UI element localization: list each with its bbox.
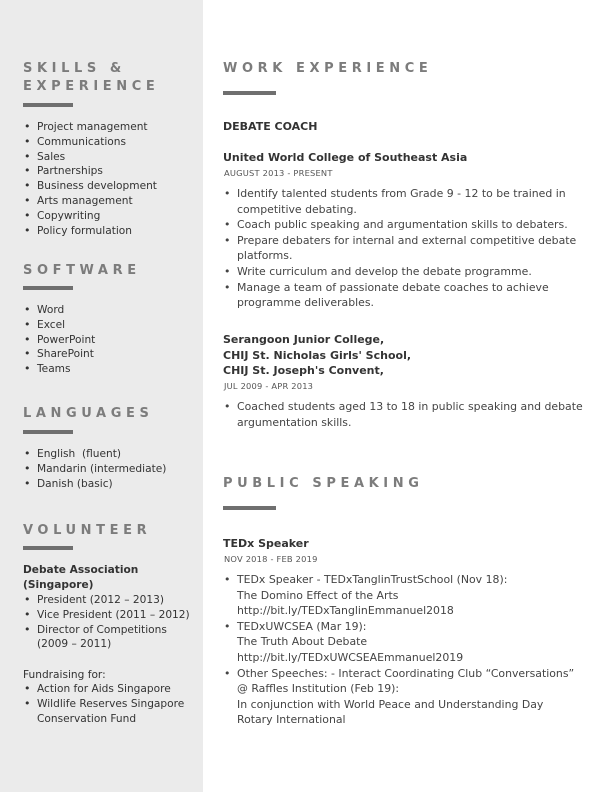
- bullet-line: • Identify talented students from Grade 9 - 12 to be trained in: [237, 187, 566, 200]
- fund-line: Conservation Fund: [37, 712, 137, 725]
- list-item: • Communications: [23, 135, 157, 150]
- fund-line: • Wildlife Reserves Singapore: [37, 697, 185, 710]
- list-item: • President (2012 – 2013): [23, 593, 190, 608]
- list-item: • Partnerships: [23, 164, 157, 179]
- list-item: [223, 264, 595, 280]
- bullet-line: programme deliverables.: [237, 296, 374, 310]
- list-item: [223, 280, 595, 311]
- bullet-line: • Manage a team of passionate debate coaches to achieve: [237, 280, 549, 294]
- job2-org-line: CHIJ St. Joseph's Convent,: [223, 364, 384, 377]
- bullet-line: argumentation skills.: [237, 415, 352, 429]
- sidebar: [0, 0, 203, 792]
- bullet-line: • Prepare debaters for internal and external competitive debate: [237, 233, 577, 247]
- list-item: • SharePoint: [23, 347, 95, 362]
- list-item: [223, 399, 595, 430]
- skills-list: [23, 120, 157, 238]
- public-speaking-title: PUBLIC SPEAKING: [223, 476, 424, 491]
- volunteer-roles-list: [23, 593, 190, 652]
- list-item: [23, 697, 184, 727]
- bullet-line: • Write curriculum and develop the debate programme.: [237, 264, 532, 278]
- software-section-title: SOFTWARE: [23, 263, 141, 278]
- bullet-line: The Truth About Debate: [237, 635, 368, 649]
- job1-dates: AUGUST 2013 - PRESENT: [224, 168, 333, 178]
- bullet-line: The Domino Effect of the Arts: [237, 588, 399, 602]
- list-item: [23, 623, 190, 653]
- list-item: • Business development: [23, 179, 157, 194]
- list-item: [223, 217, 595, 233]
- bullet-line: • Coached students aged 13 to 18 in public speaking and debate: [237, 400, 583, 413]
- list-item: [223, 619, 595, 666]
- bullet-line: • TEDx Speaker - TEDxTanglinTrustSchool (Nov 18):: [237, 573, 508, 586]
- job2-dates: JUL 2009 - APR 2013: [224, 381, 314, 391]
- list-item: [223, 666, 595, 728]
- main-content: [203, 0, 612, 792]
- list-item: • PowerPoint: [23, 333, 95, 348]
- job2-org-line: Serangoon Junior College,: [223, 333, 385, 346]
- bullet-line: In conjunction with World Peace and Understanding Day: [237, 697, 544, 711]
- list-item: • Mandarin (intermediate): [23, 462, 166, 477]
- job2-bullets: [223, 399, 595, 430]
- job2-org-line: CHIJ St. Nicholas Girls' School,: [223, 348, 412, 362]
- skills-title-line2: EXPERIENCE: [23, 79, 160, 94]
- list-item: [223, 186, 595, 217]
- bullet-line: @ Raffles Institution (Feb 19):: [237, 682, 400, 696]
- volunteer-title-divider: [23, 546, 73, 550]
- job1-organization: United World College of Southeast Asia: [223, 151, 468, 164]
- list-item: • Copywriting: [23, 209, 157, 224]
- volunteer-org-line1: Debate Association: [23, 564, 139, 576]
- speaking-role: TEDx Speaker: [223, 537, 309, 550]
- software-list: [23, 303, 95, 377]
- list-item: • English (fluent): [23, 447, 166, 462]
- skills-title-divider: [23, 103, 73, 107]
- list-item: • Excel: [23, 318, 95, 333]
- list-item: • Teams: [23, 362, 95, 377]
- list-item: • Sales: [23, 150, 157, 165]
- bullet-line: Rotary International: [237, 713, 346, 727]
- job2-organizations: [223, 332, 411, 379]
- volunteer-section-title: VOLUNTEER: [23, 523, 152, 538]
- bullet-line: competitive debating.: [237, 202, 357, 216]
- tedx-link-2019[interactable]: http://bit.ly/TEDxUWCSEAEmmanuel2019: [237, 650, 464, 664]
- skills-section-title: [23, 60, 159, 96]
- list-item: [223, 572, 595, 619]
- role-line: (2009 – 2011): [37, 638, 112, 651]
- skills-title-line1: SKILLS &: [23, 61, 126, 76]
- list-item: • Arts management: [23, 194, 157, 209]
- list-item: • Policy formulation: [23, 224, 157, 239]
- public-speaking-divider: [223, 506, 276, 510]
- speaking-bullets: [223, 572, 595, 728]
- list-item: • Project management: [23, 120, 157, 135]
- bullet-line: • TEDxUWCSEA (Mar 19):: [237, 619, 367, 633]
- list-item: • Word: [23, 303, 95, 318]
- volunteer-organization: [23, 563, 138, 593]
- software-title-divider: [23, 286, 73, 290]
- work-experience-divider: [223, 91, 276, 95]
- list-item: • Action for Aids Singapore: [23, 682, 184, 697]
- bullet-line: platforms.: [237, 249, 293, 263]
- job1-bullets: [223, 186, 595, 311]
- work-role: DEBATE COACH: [223, 120, 318, 133]
- list-item: • Vice President (2011 – 2012): [23, 608, 190, 623]
- languages-section-title: LANGUAGES: [23, 406, 154, 421]
- languages-list: [23, 447, 166, 491]
- list-item: • Danish (basic): [23, 477, 166, 492]
- languages-title-divider: [23, 430, 73, 434]
- bullet-line: • Other Speeches: - Interact Coordinating Club “Conversations”: [237, 666, 575, 680]
- work-experience-title: WORK EXPERIENCE: [223, 61, 433, 76]
- volunteer-org-line2: (Singapore): [23, 578, 94, 591]
- bullet-line: • Coach public speaking and argumentation skills to debaters.: [237, 218, 568, 232]
- tedx-link-2018[interactable]: http://bit.ly/TEDxTanglinEmmanuel2018: [237, 604, 454, 618]
- role-line: • Director of Competitions: [37, 623, 167, 636]
- list-item: [223, 233, 595, 264]
- fundraising-label: Fundraising for:: [23, 669, 106, 681]
- fundraising-list: [23, 682, 184, 726]
- speaking-dates: NOV 2018 - FEB 2019: [224, 554, 318, 564]
